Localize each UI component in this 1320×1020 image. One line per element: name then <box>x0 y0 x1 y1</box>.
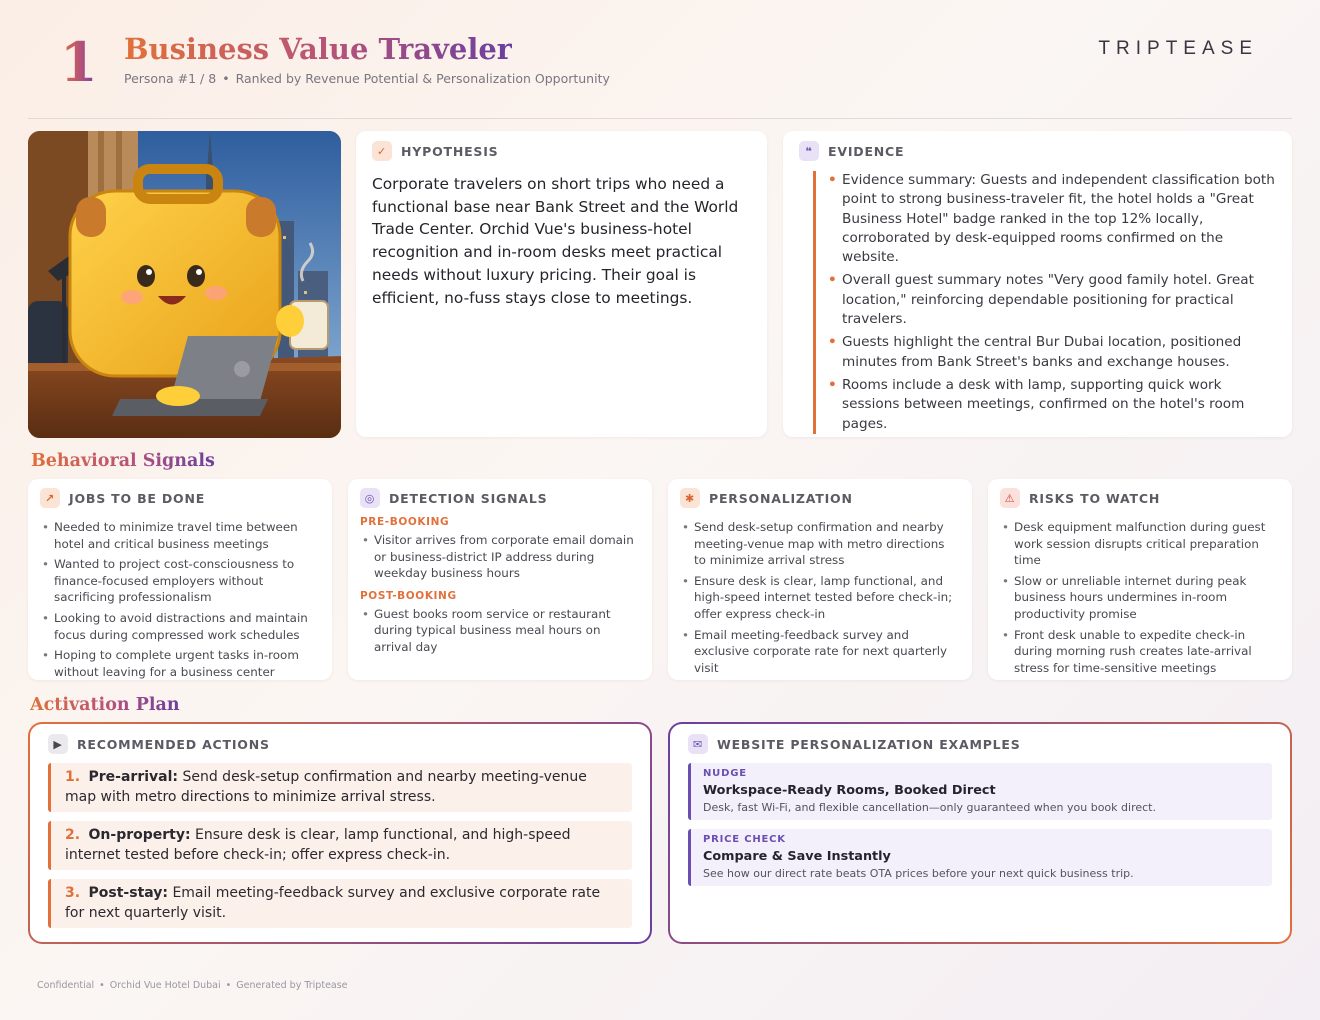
separator: • <box>222 71 230 86</box>
example-headline: Workspace-Ready Rooms, Booked Direct <box>703 783 996 798</box>
warning-icon: ⚠ <box>1000 488 1020 508</box>
separator: • <box>225 980 232 991</box>
pre-booking-label: PRE-BOOKING <box>360 516 450 528</box>
jobs-to-be-done-card <box>28 479 332 680</box>
example-subtext: Desk, fast Wi-Fi, and flexible cancellation—only guaranteed when you book direct. <box>703 801 1156 814</box>
example-tag: NUDGE <box>703 768 747 779</box>
action-item <box>48 821 632 870</box>
list-item: • Email meeting-feedback survey and exclusive corporate rate for next quarterly visit <box>680 627 960 677</box>
target-icon: ◎ <box>360 488 380 508</box>
action-number: 1. <box>65 769 81 785</box>
page-header <box>0 0 1320 120</box>
evidence-item: • Guests highlight the central Bur Dubai location, positioned minutes from Bank Street's banks and exchange houses. <box>842 333 1276 372</box>
check-icon: ✓ <box>372 141 392 161</box>
action-label: Pre-arrival: <box>88 769 179 785</box>
footer-generated: Generated by Triptease <box>236 980 348 991</box>
example-headline: Compare & Save Instantly <box>703 849 891 864</box>
actions-label: RECOMMENDED ACTIONS <box>77 736 270 752</box>
list-item: • Slow or unreliable internet during peak business hours undermines in-room productivity promise <box>1000 573 1280 623</box>
persona-index: Persona #1 / 8 <box>124 71 217 86</box>
list-item: • Ensure desk is clear, lamp functional, and high-speed internet tested before check-in; offer express check-in <box>680 573 960 623</box>
website-personalization-panel <box>668 722 1292 944</box>
risks-label: RISKS TO WATCH <box>1029 490 1161 506</box>
activation-plan-title: Activation Plan <box>30 695 180 715</box>
action-text: Send desk-setup confirmation and nearby meeting-venue map with metro directions to minimize arrival stress. <box>65 769 587 805</box>
list-item: • Send desk-setup confirmation and nearby meeting-venue map with metro directions to minimize arrival stress <box>680 519 960 569</box>
action-label: Post-stay: <box>88 885 168 901</box>
hypothesis-heading <box>372 141 751 161</box>
list-item: • Wanted to project cost-consciousness to finance-focused employers without sacrificing professionalism <box>40 556 320 606</box>
evidence-card <box>783 131 1292 437</box>
actions-heading <box>48 734 632 754</box>
action-item <box>48 763 632 812</box>
jobs-heading <box>40 488 320 508</box>
list-item: • Visitor arrives from corporate email domain or business-district IP address during weekday business hours <box>360 532 640 582</box>
detection-signals-card <box>348 479 652 680</box>
personalization-label: PERSONALIZATION <box>709 490 853 506</box>
list-item: • Desk equipment malfunction during guest work session disrupts critical preparation time <box>1000 519 1280 569</box>
action-number: 3. <box>65 885 81 901</box>
envelope-icon: ✉ <box>688 734 708 754</box>
page-footer <box>37 980 348 991</box>
risks-heading <box>1000 488 1280 508</box>
detection-heading <box>360 488 640 508</box>
page-title: Business Value Traveler <box>124 32 513 66</box>
play-icon: ▶ <box>48 734 68 754</box>
list-item: • Guest books room service or restaurant during typical business meal hours on arrival day <box>360 606 640 656</box>
hypothesis-card <box>356 131 767 437</box>
evidence-label: EVIDENCE <box>828 143 905 159</box>
personalization-heading <box>680 488 960 508</box>
jobs-label: JOBS TO BE DONE <box>69 490 206 506</box>
examples-label: WEBSITE PERSONALIZATION EXAMPLES <box>717 736 1021 752</box>
action-label: On-property: <box>88 827 191 843</box>
personalization-list <box>680 519 960 676</box>
ranking-note: Ranked by Revenue Potential & Personalization Opportunity <box>235 71 610 86</box>
jobs-list <box>40 519 320 680</box>
brand-logo: TRIPTEASE <box>1098 38 1258 59</box>
list-item: • Front desk unable to expedite check-in during morning rush creates late-arrival stress for time-sensitive meetings <box>1000 627 1280 677</box>
personalization-example <box>688 829 1272 886</box>
sparkle-icon: ✱ <box>680 488 700 508</box>
post-booking-list <box>360 606 640 656</box>
detection-label: DETECTION SIGNALS <box>389 490 548 506</box>
action-number: 2. <box>65 827 81 843</box>
recommended-actions-inner <box>30 724 650 942</box>
hypothesis-text: Corporate travelers on short trips who need a functional base near Bank Street and the World Trade Center. Orchid Vue's business-hotel recognition and in-room desks meet practical needs without luxury pricing. Their goal is efficient, no-fuss stays close to meetings. <box>372 175 739 307</box>
persona-rank: 1 <box>60 30 98 94</box>
list-item: • Looking to avoid distractions and maintain focus during compressed work schedules <box>40 610 320 643</box>
evidence-item: • Overall guest summary notes "Very good family hotel. Great location," reinforcing dependable positioning for practical travelers. <box>842 271 1276 329</box>
list-item: • Needed to minimize travel time between hotel and critical business meetings <box>40 519 320 552</box>
pre-booking-list <box>360 532 640 582</box>
post-booking-label: POST-BOOKING <box>360 589 457 602</box>
evidence-item: • Evidence summary: Guests and independent classification both point to strong business-traveler fit, the hotel holds a "Great Business Hotel" badge ranked in the top 12% locally, corroborated by desk-equipped rooms confirmed on the website. <box>842 171 1276 267</box>
quote-icon: ❝ <box>799 141 819 161</box>
evidence-item: • Rooms include a desk with lamp, supporting quick work sessions between meetings, confirmed on the hotel's room pages. <box>842 376 1276 434</box>
website-personalization-inner <box>670 724 1290 942</box>
personalization-example <box>688 763 1272 820</box>
example-subtext: See how our direct rate beats OTA prices before your next quick business trip. <box>703 867 1134 880</box>
footer-hotel: Orchid Vue Hotel Dubai <box>109 980 221 991</box>
persona-illustration-svg <box>28 131 341 438</box>
evidence-list <box>813 171 1276 434</box>
header-divider <box>28 118 1292 119</box>
action-text: Email meeting-feedback survey and exclusive corporate rate for next quarterly visit. <box>65 885 601 921</box>
recommended-actions-panel <box>28 722 652 944</box>
behavioral-signals-title: Behavioral Signals <box>31 451 215 471</box>
hypothesis-label: HYPOTHESIS <box>401 143 499 159</box>
separator: • <box>99 980 105 991</box>
risks-to-watch-card <box>988 479 1292 680</box>
examples-heading <box>688 734 1272 754</box>
action-item <box>48 879 632 928</box>
evidence-heading <box>799 141 1276 161</box>
risks-list <box>1000 519 1280 676</box>
arrow-up-right-icon: ↗ <box>40 488 60 508</box>
personalization-card <box>668 479 972 680</box>
footer-confidential: Confidential <box>37 980 95 991</box>
example-tag: PRICE CHECK <box>703 834 786 845</box>
list-item: • Hoping to complete urgent tasks in-room without leaving for a business center <box>40 647 320 680</box>
persona-illustration <box>28 131 341 438</box>
page-subtitle <box>124 71 610 86</box>
action-text: Ensure desk is clear, lamp functional, and high-speed internet tested before check-in; offer express check-in. <box>65 827 571 863</box>
